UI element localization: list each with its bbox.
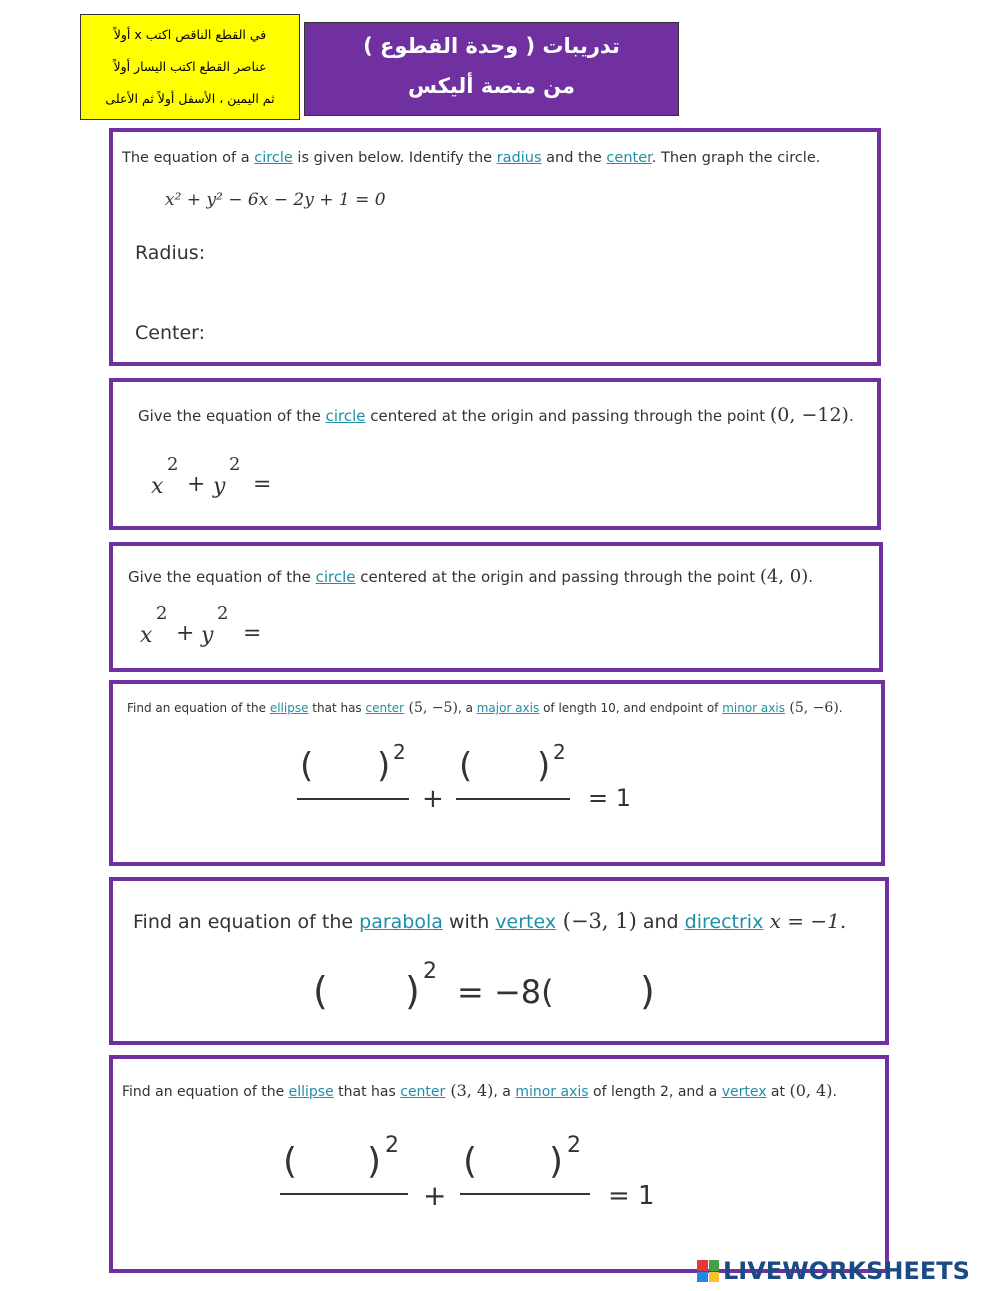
link-circle[interactable]: circle: [254, 150, 293, 166]
note-line-2: عناصر القطع اكتب اليسار أولاً: [113, 59, 267, 74]
equals-sign: =: [243, 621, 262, 646]
link-ellipse[interactable]: ellipse: [269, 701, 309, 715]
exp-2: 2: [567, 1133, 581, 1158]
link-ellipse[interactable]: ellipse: [288, 1084, 334, 1100]
left-paren: (: [283, 1141, 298, 1182]
right-paren: ): [377, 746, 391, 786]
link-directrix[interactable]: directrix: [684, 911, 764, 933]
liveworksheets-icon: [697, 1260, 719, 1282]
right-paren: ): [537, 746, 551, 786]
fraction-bar: [297, 798, 409, 800]
left-paren: (: [300, 746, 314, 786]
exp-2: 2: [393, 740, 406, 764]
logo-text: LIVEWORKSHEETS: [723, 1257, 970, 1285]
var-x: x: [151, 474, 164, 499]
link-center[interactable]: center: [365, 701, 405, 715]
plus-sign: +: [422, 784, 444, 814]
plus-sign: +: [187, 472, 206, 497]
fraction-bar: [456, 798, 570, 800]
page-subtitle: من منصة أليكس: [407, 74, 576, 98]
radius-label: Radius:: [135, 242, 206, 264]
left-paren: (: [313, 969, 328, 1013]
var-y: y: [213, 474, 226, 499]
fraction-bar: [460, 1193, 590, 1195]
circle-equation: x² + y² − 6x − 2y + 1 = 0: [165, 190, 386, 210]
page-title: تدريبات ( وحدة القطوع ): [363, 34, 620, 58]
question-text: The equation of a circle is given below. Identify the radius and the center. Then graph the circle.: [122, 150, 821, 166]
link-vertex[interactable]: vertex: [721, 1084, 767, 1100]
fraction-bar: [280, 1193, 408, 1195]
exp-2: 2: [423, 959, 437, 984]
liveworksheets-logo: [697, 1254, 970, 1288]
left-paren: (: [459, 746, 473, 786]
plus-sign: +: [176, 621, 195, 646]
exp-2: 2: [167, 454, 179, 475]
exp-2: 2: [553, 740, 566, 764]
link-circle[interactable]: circle: [325, 407, 366, 425]
question-text: Give the equation of the circle centered at the origin and passing through the point (4, 0).: [128, 566, 814, 587]
link-center[interactable]: center: [400, 1084, 446, 1100]
note-line-1: في القطع الناقص اكتب x أولاً: [113, 27, 267, 42]
question-card-2: [109, 378, 881, 530]
right-paren: ): [367, 1141, 382, 1182]
equals-one: = 1: [608, 1181, 655, 1211]
left-paren: (: [463, 1141, 478, 1182]
note-line-3: ثم اليمين ، الأسفل أولاً ثم الأعلى: [105, 91, 275, 106]
right-paren: ): [405, 969, 420, 1013]
point: (0, −12): [769, 404, 849, 426]
plus-sign: +: [423, 1179, 447, 1212]
question-card-6: [109, 1055, 889, 1273]
link-minor-axis[interactable]: minor axis: [515, 1084, 589, 1100]
center-label: Center:: [135, 322, 206, 344]
question-text: Find an equation of the parabola with vertex (−3, 1) and directrix x = −1.: [133, 909, 847, 933]
link-parabola[interactable]: parabola: [359, 911, 443, 933]
page-title-box: [304, 22, 679, 116]
point: (4, 0): [759, 566, 809, 587]
link-radius[interactable]: radius: [496, 150, 542, 166]
question-text: Find an equation of the ellipse that has center (3, 4), a minor axis of length 2, and a vertex at (0, 4).: [122, 1081, 837, 1100]
var-y: y: [201, 623, 214, 648]
var-x: x: [140, 623, 153, 648]
question-text: Find an equation of the ellipse that has center (5, −5), a major axis of length 10, and endpoint of minor axis (5, −6).: [127, 700, 843, 716]
right-paren: ): [549, 1141, 564, 1182]
question-card-3: [109, 542, 883, 672]
link-vertex[interactable]: vertex: [495, 911, 557, 933]
question-text: Give the equation of the circle centered at the origin and passing through the point (0, −12).: [138, 404, 854, 426]
question-card-1: [109, 128, 881, 366]
exp-2: 2: [385, 1133, 399, 1158]
question-card-4: [109, 680, 885, 866]
exp-2: 2: [217, 603, 229, 624]
neg-eight: = −8(: [457, 973, 554, 1011]
right-paren: ): [640, 969, 655, 1013]
link-major-axis[interactable]: major axis: [476, 701, 540, 715]
exp-2: 2: [229, 454, 241, 475]
instruction-note: [80, 14, 300, 120]
equals-sign: =: [253, 472, 272, 497]
equals-one: = 1: [588, 784, 632, 812]
link-minor-axis[interactable]: minor axis: [722, 701, 785, 715]
link-circle[interactable]: circle: [315, 568, 356, 586]
question-card-5: [109, 877, 889, 1045]
exp-2: 2: [156, 603, 168, 624]
link-center[interactable]: center: [606, 150, 652, 166]
